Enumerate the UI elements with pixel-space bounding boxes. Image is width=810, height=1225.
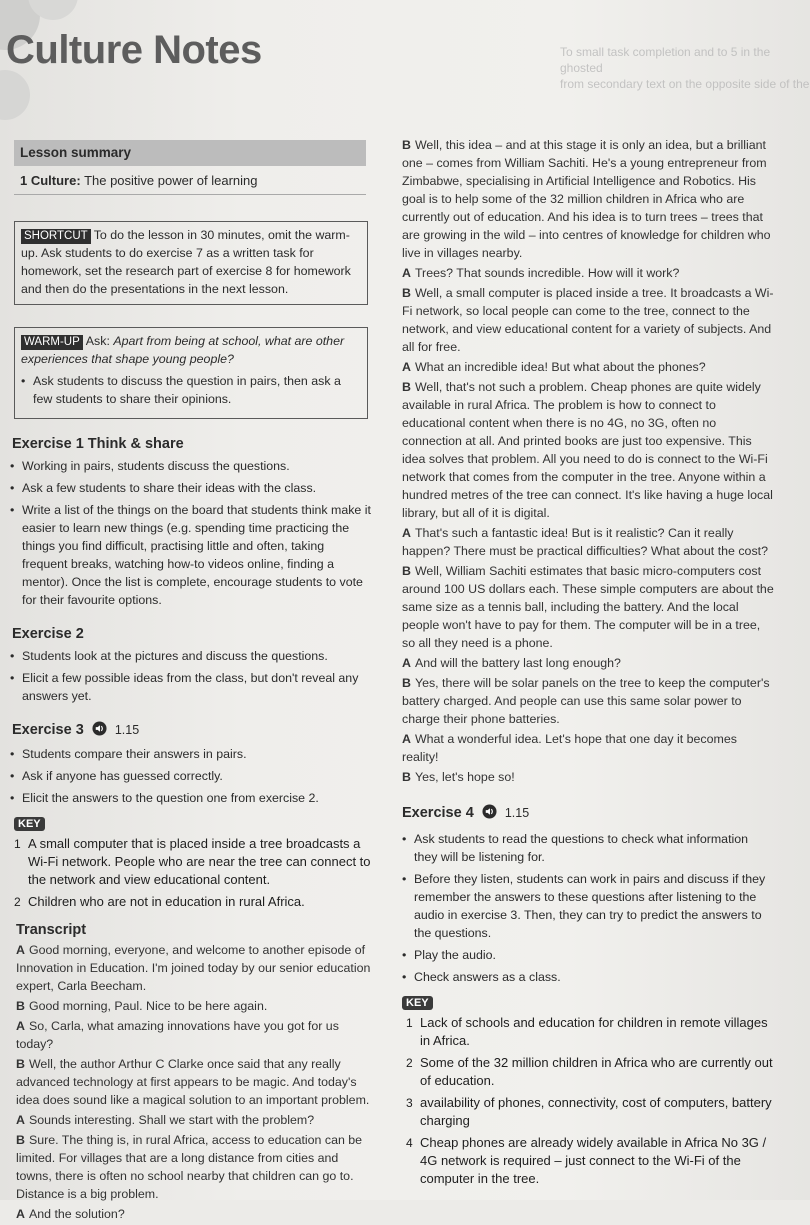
speech-text: Sure. The thing is, in rural Africa, access to education can be limited. For villages that are a long distance from cities and towns, there is often no school nearby that children can go to. Distance is a big problem. [16,1133,363,1201]
transcript-line [16,941,372,995]
speech-text: What a wonderful idea. Let's hope that one day it becomes reality! [402,732,737,764]
key-tag: KEY [402,996,433,1010]
summary-item-text: The positive power of learning [84,173,258,188]
warmup-ask: Ask: [85,334,110,348]
speech-text: And the solution? [28,1207,125,1221]
exercise4-heading [402,804,774,824]
list-item: • Elicit a few possible ideas from the class, but don't reveal any answers yet. [10,669,372,705]
transcript-line [402,264,774,282]
shortcut-tag: SHORTCUT [21,229,91,244]
transcript-line [402,562,774,652]
speech-text: What an incredible idea! But what about the phones? [414,360,706,374]
lesson-summary-item [14,166,366,195]
warmup-box [14,327,368,419]
exercise3-title: Exercise 3 [12,722,84,738]
exercise4-track: 1.15 [504,806,530,820]
transcript-line [402,674,774,728]
speaker-label: A [402,732,411,746]
key-number: 3 [406,1096,413,1110]
key-item [406,1014,774,1050]
transcript-line [16,997,372,1015]
warmup-question: Apart from being at school, what are other experiences that shape young people? [21,334,345,366]
speaker-label: B [402,564,411,578]
audio-icon [482,804,497,824]
list-item: • Play the audio. [402,946,774,964]
key-item [406,1134,774,1188]
key-number: 1 [14,837,21,851]
speaker-label: B [16,999,25,1013]
page-title: Culture Notes [6,28,262,72]
transcript-line [402,378,774,522]
key-number: 1 [406,1016,413,1030]
exercise3-list [10,745,372,807]
transcript-line [16,1205,372,1223]
key-item [14,893,372,911]
transcript-right [402,136,774,786]
speech-text: Yes, let's hope so! [414,770,515,784]
warmup-list [21,372,361,408]
list-item: • Students compare their answers in pairs. [10,745,372,763]
speech-text: Well, a small computer is placed inside a tree. It broadcasts a Wi-Fi network, so local people can come to the tree, connect to the network, and view educational content for a variety of subjects. And all for free. [402,286,774,354]
speaker-label: B [402,770,411,784]
key-text: Lack of schools and education for children in remote villages in Africa. [420,1015,768,1048]
list-item: • Ask if anyone has guessed correctly. [10,767,372,785]
speaker-label: B [402,676,411,690]
exercise3-track: 1.15 [114,723,140,737]
audio-icon [92,721,107,741]
key-text: Cheap phones are already widely available in Africa No 3G / 4G network is required – just connect to the Wi-Fi of the computer in the tree. [420,1135,767,1186]
exercise4-title: Exercise 4 [402,805,474,821]
speech-text: Well, this idea – and at this stage it is only an idea, but a brilliant one – comes from William Sachiti. He's a young entrepreneur from Zimbabwe, specialising in Artificial Intelligence and Robotics. His goal is to help some of the 32 million children in Africa who are currently out of education. And his idea is to turn trees – trees that are growing in the wild – into centres of knowledge for children who live in villages nearby. [402,138,771,260]
speaker-label: A [16,1113,25,1127]
speech-text: Yes, there will be solar panels on the tree to keep the computer's battery charged. And people can use this same solar power to charge their phone batteries. [402,676,770,726]
exercise4-key [402,1014,774,1188]
speech-text: That's such a fantastic idea! But is it realistic? Can it really happen? There must be practical difficulties? What about the cost? [402,526,768,558]
shortcut-box [14,221,368,305]
key-item [406,1054,774,1090]
list-item: • Working in pairs, students discuss the questions. [10,457,372,475]
ghost-line: To small task completion and to 5 in the [560,45,771,59]
transcript-line [402,136,774,262]
list-item: • Ask students to discuss the question in pairs, then ask a few students to share their opinions. [21,372,361,408]
speech-text: And will the battery last long enough? [414,656,621,670]
speech-text: Good morning, everyone, and welcome to another episode of Innovation in Education. I'm joined today by our senior education expert, Carla Beecham. [16,943,371,993]
speaker-label: A [402,656,411,670]
key-text: Children who are not in education in rural Africa. [28,894,305,909]
exercise4-list [402,830,774,986]
speech-text: Well, the author Arthur C Clarke once said that any really advanced technology at first appears to be magic. And today's idea does sound like a magical solution to an important problem. [16,1057,370,1107]
speaker-label: A [402,360,411,374]
key-number: 2 [14,895,21,909]
right-column [402,136,774,1192]
key-number: 2 [406,1056,413,1070]
exercise3-heading [12,721,372,741]
ghost-text [560,44,810,92]
speaker-label: B [402,286,411,300]
lesson-summary [14,140,372,195]
transcript-line [402,524,774,560]
transcript-line [16,1055,372,1109]
transcript-line [16,1131,372,1203]
transcript-line [402,654,774,672]
speaker-label: B [16,1057,25,1071]
key-item [14,835,372,889]
list-item: • Students look at the pictures and discuss the questions. [10,647,372,665]
warmup-tag: WARM-UP [21,335,83,350]
exercise3-key [10,835,372,911]
summary-item-label: 1 Culture: [20,173,81,188]
speech-text: Well, William Sachiti estimates that basic micro-computers cost around 100 US dollars each. These simple computers are about the same size as a tennis ball, including the battery. And the local people won't have to pay for them. The computer will be in a tree, so all they need is a phone. [402,564,774,650]
key-text: availability of phones, connectivity, cost of computers, battery charging [420,1095,772,1128]
speech-text: Well, that's not such a problem. Cheap phones are quite widely available in rural Africa. The problem is how to connect to educational content when there is no 4G, no 3G, often no connection at all. And printed books are just too expensive. This idea solves that problem. All you need to do is connect to the Wi-Fi network that comes from the computer in the tree. Anyone within a hundred metres of the tree can connect. It's like having a huge local library, but all of it is digital. [402,380,773,520]
exercise1-heading: Exercise 1 Think & share [12,436,184,452]
speech-text: Trees? That sounds incredible. How will it work? [414,266,680,280]
key-item [406,1094,774,1130]
exercise1-list [10,457,372,609]
key-tag: KEY [14,817,45,831]
speaker-label: B [402,380,411,394]
list-item: • Check answers as a class. [402,968,774,986]
shortcut-text: To do the lesson in 30 minutes, omit the warm-up. Ask students to do exercise 7 as a written task for homework, set the research part of exercise 8 for homework and then do the presentations in the next lesson. [21,228,351,296]
list-item: • Ask students to read the questions to check what information they will be listening for. [402,830,774,866]
speech-text: Good morning, Paul. Nice to be here again. [28,999,268,1013]
exercise2-list [10,647,372,705]
transcript-line [402,730,774,766]
list-item: • Ask a few students to share their ideas with the class. [10,479,372,497]
speaker-label: A [402,526,411,540]
speech-text: So, Carla, what amazing innovations have you got for us today? [16,1019,339,1051]
list-item: • Write a list of the things on the board that students think make it easier to learn new things (e.g. spending time practicing the things you find difficult, practising little and often, taking frequent breaks, watching how-to videos online, finding a mentor). Once the list is complete, encourage students to vote for their favourite options. [10,501,372,609]
circle-decoration [0,70,30,120]
list-item: • Before they listen, students can work in pairs and discuss if they remember the answers to these questions after listening to the audio in exercise 3. Then, they can try to predict the answers to the questions. [402,870,774,942]
transcript-line [402,284,774,356]
speech-text: Sounds interesting. Shall we start with the problem? [28,1113,315,1127]
speaker-label: A [16,943,25,957]
exercise2-heading: Exercise 2 [12,626,84,642]
transcript-line [402,768,774,786]
list-item: • Elicit the answers to the question one from exercise 2. [10,789,372,807]
ghost-line: ghosted [560,61,603,75]
speaker-label: B [16,1133,25,1147]
speaker-label: A [16,1019,25,1033]
transcript-heading: Transcript [16,922,87,938]
left-column [10,140,372,1225]
transcript-left [10,941,372,1223]
speaker-label: A [16,1207,25,1221]
transcript-line [402,358,774,376]
key-text: Some of the 32 million children in Africa who are currently out of education. [420,1055,773,1088]
transcript-line [16,1017,372,1053]
key-number: 4 [406,1136,413,1150]
transcript-line [16,1111,372,1129]
ghost-line: from secondary text on the opposite side of the [560,77,810,91]
key-text: A small computer that is placed inside a tree broadcasts a Wi-Fi network. People who are near the tree can connect to the network and view educational content. [28,836,371,887]
speaker-label: A [402,266,411,280]
lesson-summary-heading: Lesson summary [14,140,366,166]
speaker-label: B [402,138,411,152]
